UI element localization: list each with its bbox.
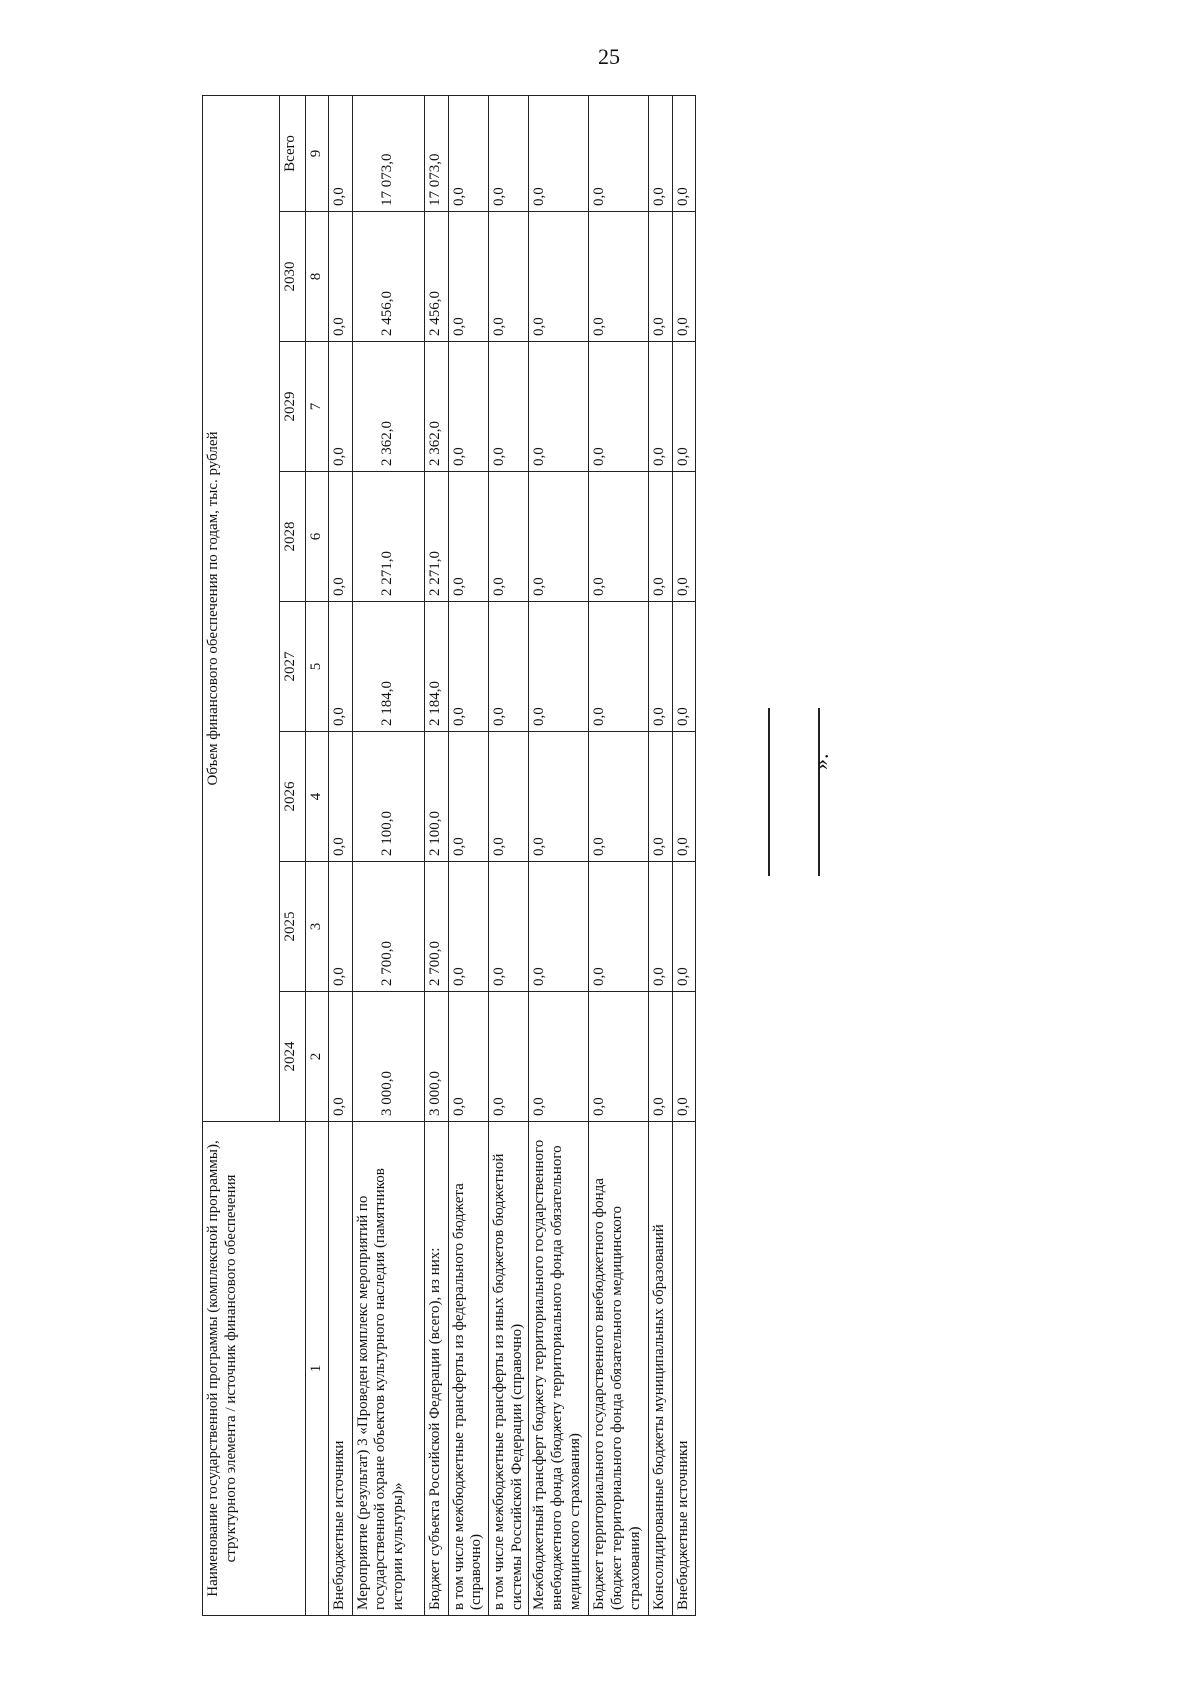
table-row [649, 95, 673, 1615]
table-row [328, 95, 352, 1615]
value-cell: 0,0 [589, 342, 649, 472]
value-cell: 2 184,0 [424, 602, 448, 732]
table-row [589, 95, 649, 1615]
column-number: 5 [306, 602, 329, 732]
value-cell: 0,0 [589, 992, 649, 1122]
column-number: 7 [306, 342, 329, 472]
value-cell: 0,0 [489, 342, 529, 472]
value-cell: 0,0 [589, 862, 649, 992]
row-label: Внебюджетные источники [328, 1122, 352, 1616]
value-cell: 0,0 [529, 992, 589, 1122]
table-row [448, 95, 488, 1615]
value-cell: 2 184,0 [352, 602, 424, 732]
row-label: в том числе межбюджетные трансферты из федерального бюджета (справочно) [448, 1122, 488, 1616]
value-cell: 0,0 [448, 95, 488, 211]
value-cell: 0,0 [673, 602, 696, 732]
row-label: Внебюджетные источники [673, 1122, 696, 1616]
column-number: 1 [306, 1122, 329, 1616]
value-cell: 2 700,0 [352, 862, 424, 992]
header-year: 2029 [280, 342, 306, 472]
value-cell: 0,0 [328, 342, 352, 472]
value-cell: 17 073,0 [424, 95, 448, 211]
value-cell: 2 100,0 [352, 732, 424, 862]
header-year: 2026 [280, 732, 306, 862]
value-cell: 0,0 [448, 862, 488, 992]
value-cell: 3 000,0 [352, 992, 424, 1122]
row-label: в том числе межбюджетные трансферты из иных бюджетов бюджетной системы Российской Федерации (справочно) [489, 1122, 529, 1616]
column-number: 3 [306, 862, 329, 992]
value-cell: 0,0 [328, 602, 352, 732]
value-cell: 0,0 [649, 95, 673, 211]
footer-line [818, 708, 820, 876]
value-cell: 2 100,0 [424, 732, 448, 862]
value-cell: 0,0 [529, 342, 589, 472]
value-cell: 0,0 [673, 212, 696, 342]
value-cell: 0,0 [589, 602, 649, 732]
value-cell: 2 456,0 [352, 212, 424, 342]
value-cell: 0,0 [529, 732, 589, 862]
header-total: Всего [280, 95, 306, 211]
value-cell: 0,0 [529, 212, 589, 342]
row-label: Бюджет субъекта Российской Федерации (всего), из них: [424, 1122, 448, 1616]
value-cell: 0,0 [529, 862, 589, 992]
row-label: Межбюджетный трансферт бюджету территориального государственного внебюджетного фонда (бюджету территориального фонда обязательного медицинского страхования) [529, 1122, 589, 1616]
rotated-table-container [202, 96, 762, 1616]
value-cell: 0,0 [673, 992, 696, 1122]
value-cell: 0,0 [448, 342, 488, 472]
value-cell: 3 000,0 [424, 992, 448, 1122]
header-group: Объем финансового обеспечения по годам, тыс. рублей [203, 95, 280, 1121]
header-year: 2024 [280, 992, 306, 1122]
table-row [529, 95, 589, 1615]
row-label: Бюджет территориального государственного внебюджетного фонда (бюджет территориального фонда обязательного медицинского страхования) [589, 1122, 649, 1616]
value-cell: 0,0 [448, 472, 488, 602]
column-number: 8 [306, 212, 329, 342]
value-cell: 0,0 [649, 732, 673, 862]
value-cell: 0,0 [673, 342, 696, 472]
column-number-row [306, 95, 329, 1615]
value-cell: 0,0 [489, 732, 529, 862]
value-cell: 0,0 [589, 95, 649, 211]
value-cell: 0,0 [448, 212, 488, 342]
header-name-column: Наименование государственной программы (комплексной программы), структурного элемента / источник финансового обеспечения [203, 1122, 306, 1616]
value-cell: 2 362,0 [352, 342, 424, 472]
value-cell: 0,0 [589, 212, 649, 342]
value-cell: 0,0 [673, 862, 696, 992]
value-cell: 0,0 [649, 862, 673, 992]
value-cell: 2 271,0 [352, 472, 424, 602]
column-number: 2 [306, 992, 329, 1122]
value-cell: 0,0 [589, 472, 649, 602]
closing-mark: ». [808, 753, 833, 770]
value-cell: 0,0 [328, 862, 352, 992]
value-cell: 0,0 [589, 732, 649, 862]
header-year: 2027 [280, 602, 306, 732]
value-cell: 0,0 [489, 602, 529, 732]
value-cell: 0,0 [489, 472, 529, 602]
row-label: Мероприятие (результат) 3 «Проведен комплекс мероприятий по государственной охране объектов культурного наследия (памятников истории культуры)» [352, 1122, 424, 1616]
value-cell: 0,0 [529, 602, 589, 732]
value-cell: 0,0 [489, 95, 529, 211]
value-cell: 17 073,0 [352, 95, 424, 211]
column-number: 4 [306, 732, 329, 862]
header-year: 2025 [280, 862, 306, 992]
page-number: 25 [598, 44, 620, 69]
table-row [673, 95, 696, 1615]
value-cell: 0,0 [489, 992, 529, 1122]
financing-table [202, 95, 696, 1616]
value-cell: 0,0 [649, 992, 673, 1122]
value-cell: 0,0 [649, 342, 673, 472]
value-cell: 2 700,0 [424, 862, 448, 992]
table-row [352, 95, 424, 1615]
value-cell: 0,0 [328, 732, 352, 862]
value-cell: 0,0 [448, 732, 488, 862]
table-row [424, 95, 448, 1615]
row-label: Консолидированные бюджеты муниципальных образований [649, 1122, 673, 1616]
value-cell: 2 271,0 [424, 472, 448, 602]
value-cell: 2 456,0 [424, 212, 448, 342]
value-cell: 0,0 [489, 862, 529, 992]
footer-line [768, 708, 770, 876]
value-cell: 0,0 [529, 95, 589, 211]
value-cell: 0,0 [649, 212, 673, 342]
column-number: 6 [306, 472, 329, 602]
value-cell: 0,0 [448, 992, 488, 1122]
value-cell: 0,0 [328, 472, 352, 602]
value-cell: 0,0 [529, 472, 589, 602]
value-cell: 0,0 [649, 472, 673, 602]
value-cell: 0,0 [328, 95, 352, 211]
value-cell: 0,0 [489, 212, 529, 342]
header-year: 2028 [280, 472, 306, 602]
value-cell: 0,0 [328, 992, 352, 1122]
value-cell: 2 362,0 [424, 342, 448, 472]
table-row [489, 95, 529, 1615]
header-year: 2030 [280, 212, 306, 342]
value-cell: 0,0 [448, 602, 488, 732]
value-cell: 0,0 [673, 472, 696, 602]
value-cell: 0,0 [328, 212, 352, 342]
value-cell: 0,0 [673, 95, 696, 211]
value-cell: 0,0 [673, 732, 696, 862]
value-cell: 0,0 [649, 602, 673, 732]
column-number: 9 [306, 95, 329, 211]
